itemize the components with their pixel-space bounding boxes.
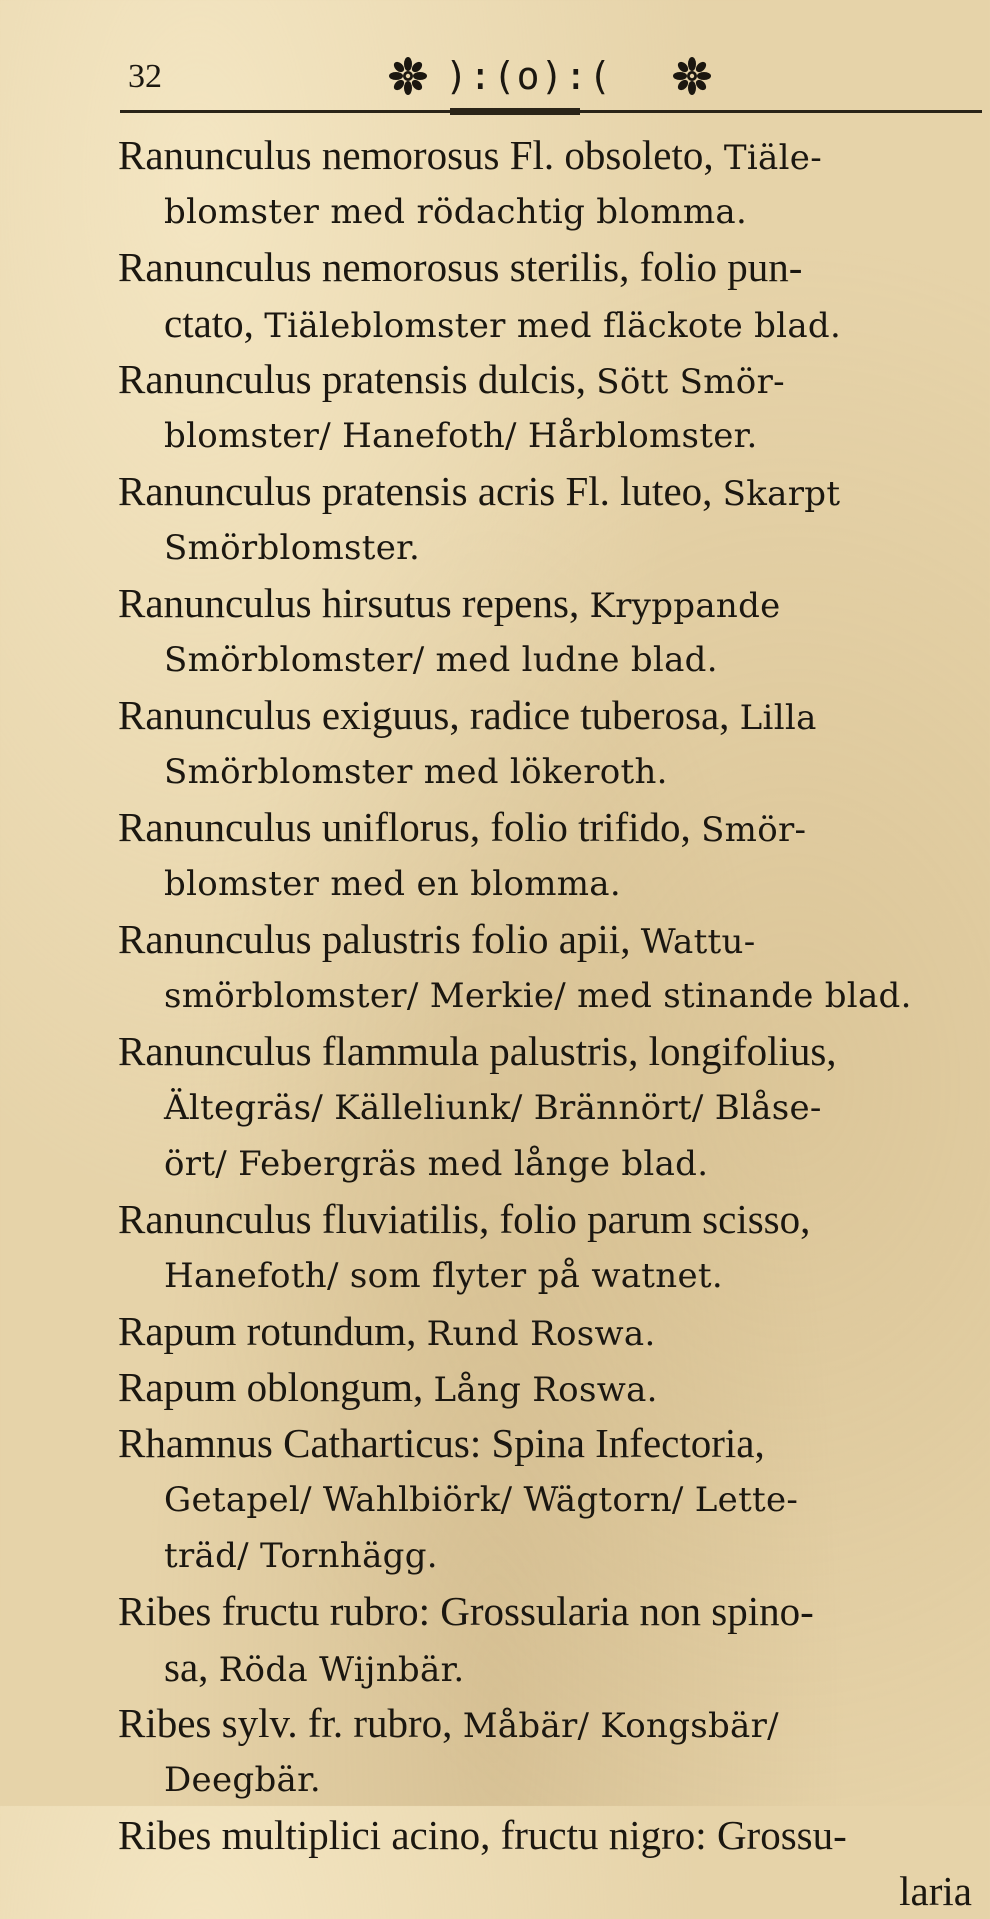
plant-entry [118,1695,980,1807]
plant-entry [118,1359,980,1415]
entry-continuation-line [118,967,980,1023]
swedish-name: Smörblomster/ med ludne blad. [164,640,718,680]
swedish-name: Getapel/ Wahlbiörk/ Wägtorn/ Lette- [164,1480,799,1520]
entry-continuation-line [118,407,980,463]
entry-first-line [118,911,980,967]
latin-name: Ribes sylv. fr. rubro, [118,1700,463,1746]
ornament-flower-icon [672,56,712,96]
swedish-name: blomster/ Hanefoth/ Hårblomster. [164,416,758,456]
plant-entry [118,799,980,911]
latin-name: ctato, [164,300,265,346]
swedish-name: Deegbär. [164,1760,322,1800]
plant-entry [118,1303,980,1359]
swedish-name: Sött Smör- [596,362,785,402]
plant-entry [118,1023,980,1191]
entry-first-line [118,799,980,855]
entry-continuation-line [118,1247,980,1303]
entry-first-line [118,127,980,183]
latin-name: Ranunculus pratensis dulcis, [118,356,597,402]
swedish-name: Tiäle- [723,138,822,178]
swedish-name: Skarpt [722,474,841,514]
swedish-name: blomster med rödachtig blomma. [164,192,748,232]
entry-first-line [118,463,980,519]
swedish-name: Smörblomster. [164,528,421,568]
latin-name: Ranunculus uniflorus, folio trifido, [118,804,702,850]
plant-entry [118,575,980,687]
entry-first-line [118,1303,980,1359]
swedish-name: Kryppande [589,586,781,626]
page-number: 32 [128,58,162,95]
latin-name: Rapum rotundum, [118,1308,427,1354]
ornament-flower-icon [388,56,428,96]
latin-name: Rapum oblongum, [118,1364,434,1410]
entry-first-line [118,351,980,407]
entry-continuation-line [118,519,980,575]
entry-continuation-line [118,855,980,911]
plant-entry [118,1191,980,1303]
entry-continuation-line [118,1527,980,1583]
swedish-name: Wattu- [640,922,756,962]
entry-continuation-line [118,631,980,687]
latin-name: Ranunculus nemorosus sterilis, folio pun- [118,244,803,290]
latin-name: Ribes multiplici acino, fructu nigro: Grossu- [118,1812,847,1858]
entry-first-line [118,575,980,631]
entry-first-line [118,1583,980,1639]
entry-first-line [118,687,980,743]
swedish-name: ört/ Febergräs med långe blad. [164,1144,709,1184]
plant-entry [118,1807,980,1919]
swedish-name: Smör- [701,810,807,850]
plant-entry [118,127,980,239]
entry-first-line [118,1023,980,1079]
plant-entry [118,1583,980,1695]
latin-name: Ranunculus exiguus, radice tuberosa, [118,692,740,738]
plant-entry [118,351,980,463]
plant-entry [118,1415,980,1583]
entry-first-line [118,239,980,295]
plant-entry [118,687,980,799]
latin-name: Ranunculus hirsutus repens, [118,580,590,626]
latin-name: sa, [164,1644,219,1690]
swedish-name: Ältegräs/ Källeliunk/ Brännört/ Blåse- [164,1088,822,1128]
header-rule [120,110,982,113]
latin-name: Rhamnus Catharticus: Spina Infectoria, [118,1420,765,1466]
entry-continuation-line [118,1751,980,1807]
swedish-name: Lilla [739,698,817,738]
entry-first-line [118,1415,980,1471]
swedish-name: Röda Wijnbär. [218,1650,465,1690]
entry-continuation-line [118,1639,980,1695]
swedish-name: smörblomster/ Merkie/ med stinande blad. [164,976,912,1016]
swedish-name: Hanefoth/ som flyter på watnet. [164,1256,723,1296]
latin-name: laria [899,1868,972,1914]
swedish-name: Tiäleblomster med fläckote blad. [264,306,842,346]
entry-first-line [118,1695,980,1751]
swedish-name: blomster med en blomma. [164,864,621,904]
header-title-mark: ):(o):( [445,54,613,98]
entry-first-line [118,1807,980,1863]
latin-name: Ranunculus palustris folio apii, [118,916,641,962]
swedish-name: Måbär/ Kongsbär/ [462,1706,779,1746]
latin-name: Ribes fructu rubro: Grossularia non spino- [118,1588,814,1634]
entry-continuation-line [118,743,980,799]
swedish-name: träd/ Tornhägg. [164,1536,438,1576]
plant-entry [118,239,980,351]
page-header [120,52,985,122]
entry-continuation-line [118,1135,980,1191]
latin-name: Ranunculus nemorosus Fl. obsoleto, [118,132,724,178]
entry-first-line [118,1191,980,1247]
swedish-name: Smörblomster med lökeroth. [164,752,668,792]
latin-name: Ranunculus fluviatilis, folio parum scisso, [118,1196,811,1242]
swedish-name: Rund Roswa. [426,1314,656,1354]
entry-continuation-line [118,1471,980,1527]
entry-continuation-line [118,183,980,239]
entry-continuation-line [118,1863,980,1919]
entry-continuation-line [118,295,980,351]
entry-first-line [118,1359,980,1415]
plant-entry [118,911,980,1023]
entry-continuation-line [118,1079,980,1135]
plant-entries-list [118,127,980,1919]
plant-entry [118,463,980,575]
latin-name: Ranunculus flammula palustris, longifolius, [118,1028,837,1074]
swedish-name: Lång Roswa. [433,1370,658,1410]
latin-name: Ranunculus pratensis acris Fl. luteo, [118,468,723,514]
